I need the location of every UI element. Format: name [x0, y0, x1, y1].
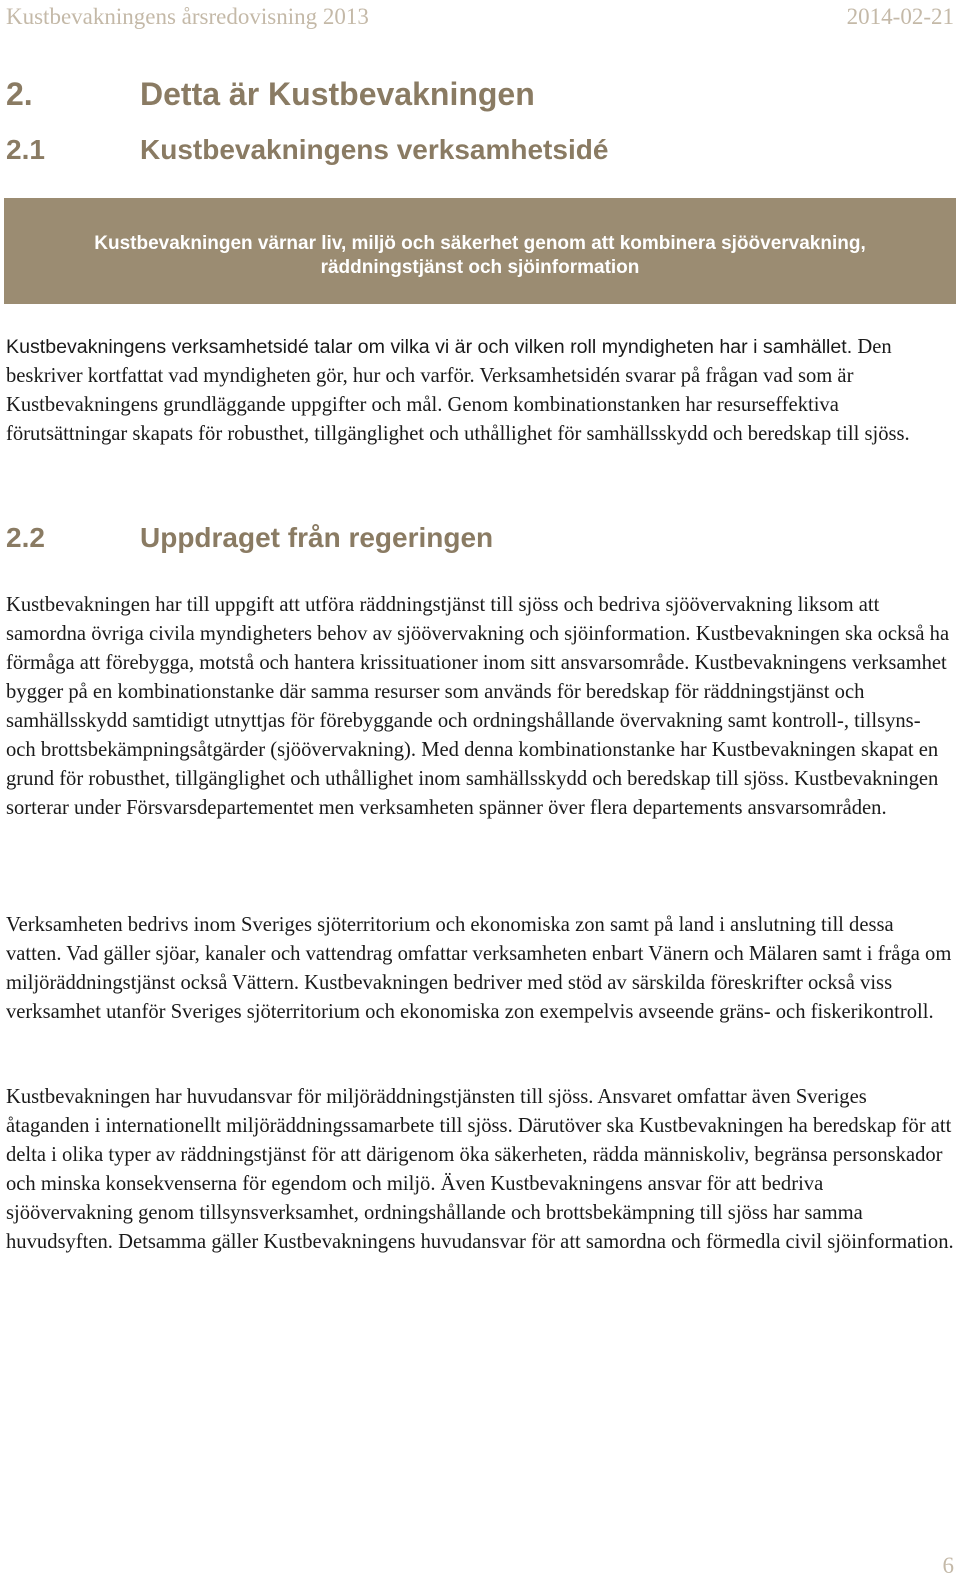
section-2-2-paragraph-1: Kustbevakningen har till uppgift att utföra räddningstjänst till sjöss och bedriva sjöövervakning liksom att samordna övriga civila myndigheters behov av sjöövervakning och sjöinformation. Kustbevakningen ska också ha förmåga att förebygga, motstå och hantera krissituationer inom sitt ansvarsområde. Kustbevakningens verksamhet bygger på en kombinationstanke där samma resurser som används för beredskap för räddningstjänst och samhällsskydd samtidigt utnyttjas för förebyggande och ordningshållande övervakning samt kontroll-, tillsyns- och brottsbekämpningsåtgärder (sjöövervakning). Med denna kombinationstanke har Kustbevakningen skapat en grund för robusthet, tillgänglighet och uthållighet inom samhällsskydd och beredskap till sjöss. Kustbevakningen sorterar under Försvarsdepartementet men verksamheten spänner över flera departements ansvarsområden. [6, 594, 950, 819]
document-header-date: 2014-02-21 [846, 4, 954, 29]
section-2-2-paragraph-2: Verksamheten bedrivs inom Sveriges sjöterritorium och ekonomiska zon samt på land i anslutning till dessa vatten. Vad gäller sjöar, kanaler och vattendrag omfattar verksamheten enbart Vänern och Mälaren samt i fråga om miljöräddningstjänst också Vättern. Kustbevakningen bedriver med stöd av särskilda föreskrifter också viss verksamhet utanför Sveriges sjöterritorium och ekonomiska zon exempelvis avseende gräns- och fiskerikontroll. [6, 914, 952, 1023]
document-header-title: Kustbevakningens årsredovisning 2013 [6, 4, 369, 29]
section-2-2-heading [6, 522, 493, 554]
paragraph-serif-part: Den beskriver kortfattat vad myndigheten gör, hur och varför. Verksamhetsidén svarar på frågan vad som är Kustbevakningens grundläggande uppgifter och mål. Genom kombinationstanken har resurseffektiva förutsättningar skapats för robusthet, tillgänglighet och uthållighet för samhällsskydd och beredskap till sjöss. [6, 336, 910, 445]
section-2-2-title: Uppdraget från regeringen [140, 522, 494, 553]
section-2-2-number: 2.2 [6, 522, 45, 553]
paragraph-sans-part: Kustbevakningens verksamhetsidé talar om vilka vi är och vilken roll myndigheten har i samhället. [6, 336, 853, 358]
section-2-title: Detta är Kustbevakningen [140, 76, 535, 112]
section-2-1-heading [6, 134, 608, 166]
section-2-1-title: Kustbevakningens verksamhetsidé [140, 134, 609, 165]
section-2-1-paragraph [6, 333, 954, 449]
section-2-2-paragraph-3: Kustbevakningen har huvudansvar för miljöräddningstjänsten till sjöss. Ansvaret omfattar även Sveriges åtaganden i internationellt miljöräddningssamarbete till sjöss. Därutöver ska Kustbevakningen ha beredskap för att delta i olika typer av räddningstjänst för att därigenom öka säkerheten, rädda människoliv, begränsa personskador och minska konsekvenserna för egendom och miljö. Även Kustbevakningens ansvar för att bedriva sjöövervakning genom tillsynsverksamhet, ordningshållande och brottsbekämpning till sjöss har samma huvudsyften. Detsamma gäller Kustbevakningens huvudansvar för att samordna och förmedla civil sjöinformation. [6, 1086, 954, 1253]
section-2-1-number: 2.1 [6, 134, 45, 165]
mission-banner [4, 198, 956, 304]
page-number: 6 [942, 1553, 954, 1578]
section-2-heading [6, 76, 535, 113]
section-2-number: 2. [6, 76, 33, 112]
mission-banner-text: Kustbevakningen värnar liv, miljö och säkerhet genom att kombinera sjöövervakning, räddningstjänst och sjöinformation [94, 233, 866, 278]
